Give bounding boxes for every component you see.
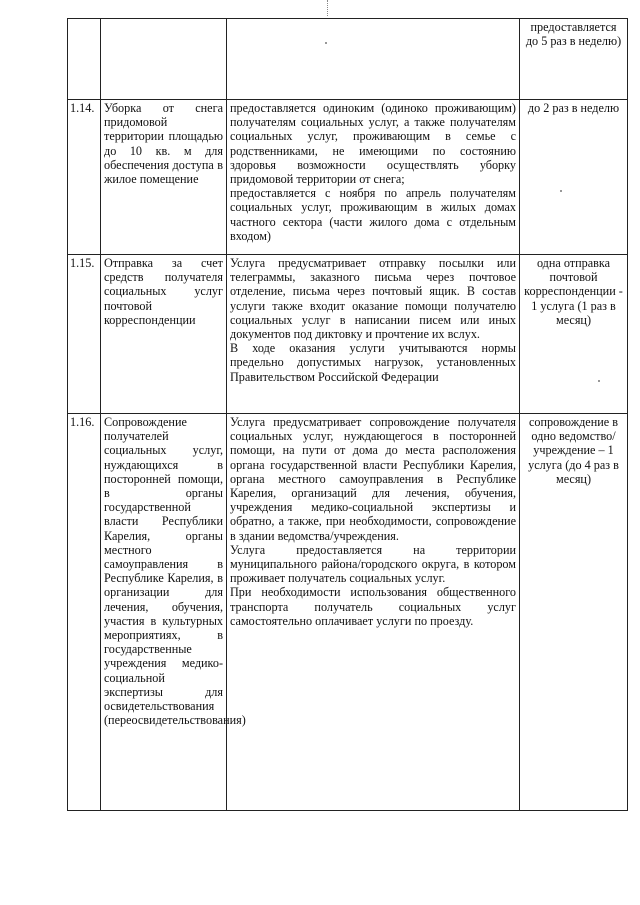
service-name: [101, 19, 227, 100]
service-frequency: сопровождение в одно ведомство/учреждение – 1 услуга (до 4 раз в месяц): [520, 414, 628, 811]
service-name: Сопровождение получателей социальных услуг, нуждающихся в посторонней помощи, в органы государственной власти Республики Карелия, органы местного самоуправления в Республике Карелия, в организации для лечения, обучения, участия в культурных мероприятиях, в государственные учреждения медико-социальной экспертизы для освидетельствования (переосвидетельствования): [101, 414, 227, 811]
table-row: [68, 255, 628, 414]
description-paragraph: В ходе оказания услуги учитываются нормы предельно допустимых нагрузок, установленных Правительством Российской Федерации: [230, 341, 516, 384]
description-paragraph: Услуга предусматривает отправку посылки или телеграммы, заказного письма через почтовое отделение, письма через почтовый ящик. В состав услуги также входит оказание помощи получателю социальных услуг в написании писем или иных документов под диктовку и прочтение их вслух.: [230, 256, 516, 342]
table-row: [68, 414, 628, 811]
services-table: [67, 18, 628, 811]
service-description: [227, 19, 520, 100]
service-frequency: одна отправка почтовой корреспонденции - 1 услуга (1 раз в месяц): [520, 255, 628, 414]
table-row: [68, 100, 628, 255]
description-paragraph: предоставляется с ноября по апрель получателям социальных услуг, проживающим в жилых домах частного сектора (части жилого дома с отдельным входом): [230, 186, 516, 243]
row-number: 1.16.: [68, 414, 101, 811]
service-frequency: предоставляется до 5 раз в неделю): [520, 19, 628, 100]
description-paragraph: Услуга предоставляется на территории муниципального района/городского округа, в котором проживает получатель социальных услуг.: [230, 542, 516, 586]
row-number: 1.15.: [68, 255, 101, 414]
row-number: 1.14.: [68, 100, 101, 255]
service-description: [227, 414, 520, 811]
description-paragraph: Услуга предусматривает сопровождение получателя социальных услуг, нуждающегося в посторонней помощи, на пути от дома до места расположения органа государственной власти Республики Карелия, органа местного самоуправления в Республике Карелия, организаций для лечения, обучения, учреждения медико-социальной экспертизы и обратно, а также, при необходимости, сопровождение в здании ведомства/учреждения.: [230, 415, 516, 543]
page-center-mark: [327, 0, 329, 16]
scan-speck: [598, 380, 600, 382]
row-number: [68, 19, 101, 100]
service-name: Отправка за счет средств получателя социальных услуг почтовой корреспонденции: [101, 255, 227, 414]
service-description: [227, 100, 520, 255]
table-row: [68, 19, 628, 100]
service-name: Уборка от снега придомовой территории площадью до 10 кв. м для обеспечения доступа в жилое помещение: [101, 100, 227, 255]
scan-speck: [325, 42, 327, 44]
description-paragraph: При необходимости использования общественного транспорта получатель социальных услуг самостоятельно оплачивает услуги по проезду.: [230, 585, 516, 628]
service-frequency: до 2 раз в неделю: [520, 100, 628, 255]
service-description: [227, 255, 520, 414]
description-paragraph: предоставляется одиноким (одиноко проживающим) получателям социальных услуг, а также получателям социальных услуг, проживающим в семье с родственниками, не имеющими по состоянию здоровья возможности осуществлять уборку придомовой территории от снега;: [230, 101, 516, 187]
scan-speck: [560, 190, 562, 192]
